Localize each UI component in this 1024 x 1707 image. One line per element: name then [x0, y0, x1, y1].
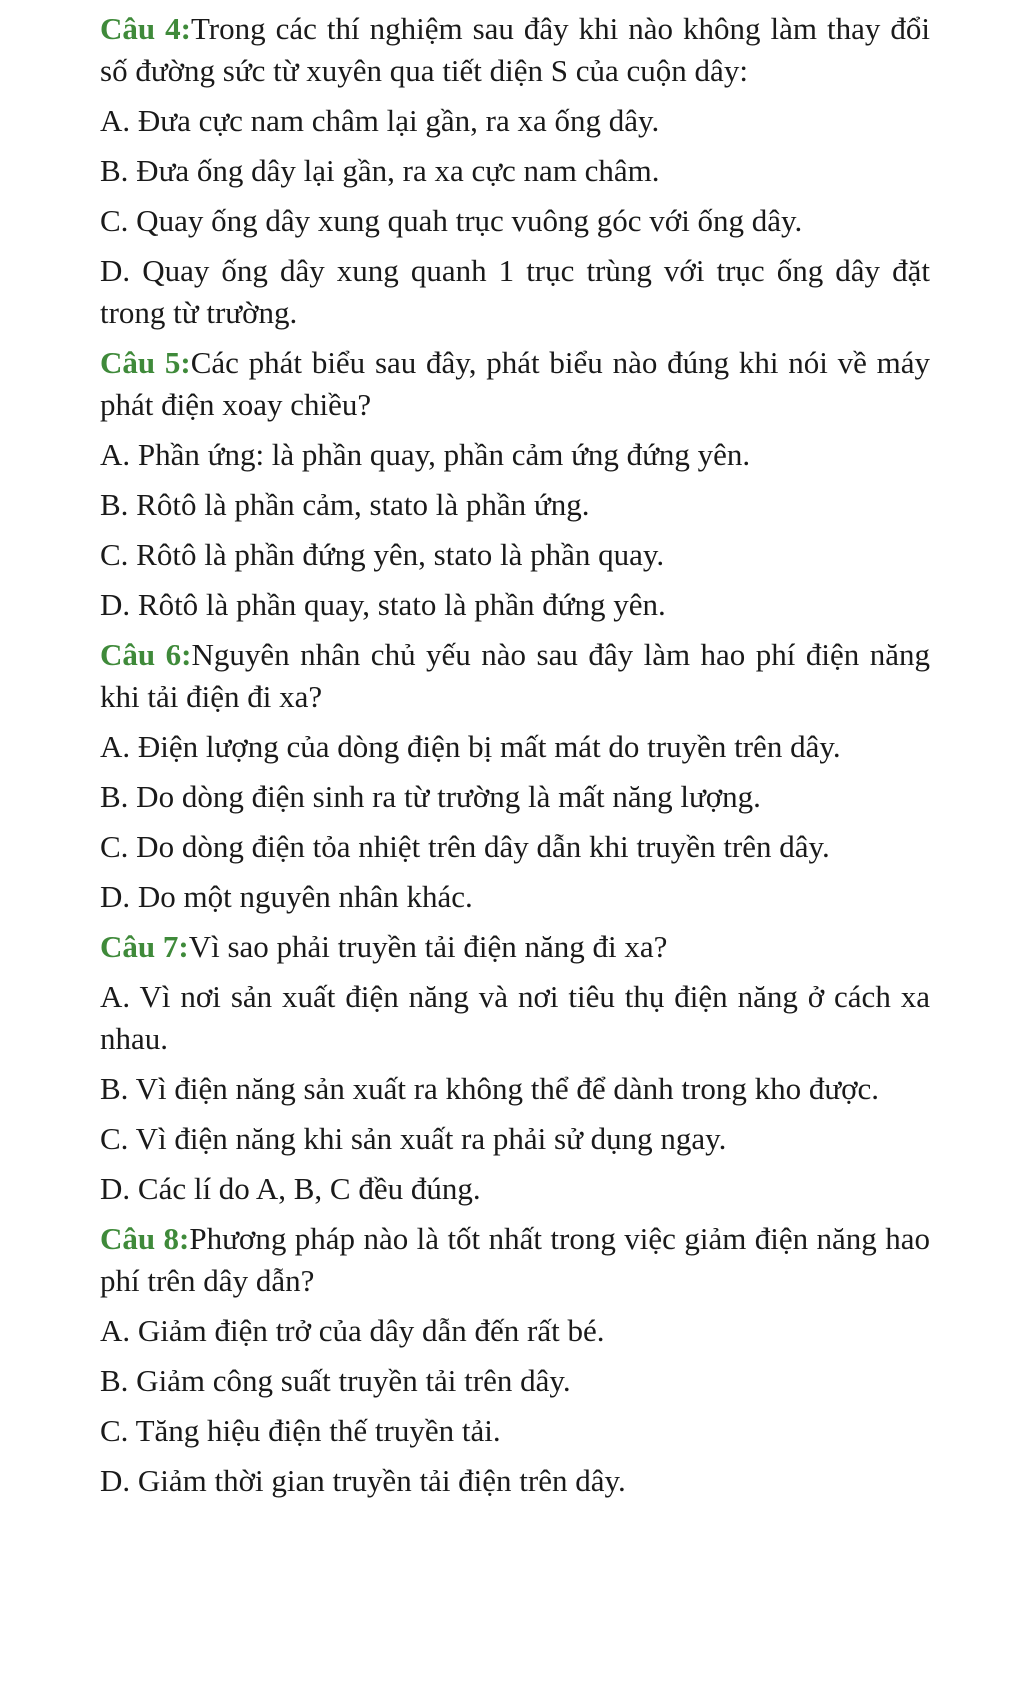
question-stem	[100, 1218, 930, 1302]
question-text: Trong các thí nghiệm sau đây khi nào không làm thay đổi số đường sức từ xuyên qua tiết diện S của cuộn dây:	[100, 11, 930, 88]
answer-option-a: A. Vì nơi sản xuất điện năng và nơi tiêu thụ điện năng ở cách xa nhau.	[100, 979, 930, 1056]
answer-option-c: C. Vì điện năng khi sản xuất ra phải sử dụng ngay.	[100, 1121, 727, 1156]
question-stem	[100, 634, 930, 718]
question-4	[100, 8, 930, 334]
answer-option-c: C. Quay ống dây xung quah trục vuông góc với ống dây.	[100, 203, 803, 238]
answer-option-b: B. Giảm công suất truyền tải trên dây.	[100, 1363, 571, 1398]
answer-option-b: B. Vì điện năng sản xuất ra không thể để dành trong kho được.	[100, 1071, 880, 1106]
question-text: Các phát biểu sau đây, phát biểu nào đúng khi nói về máy phát điện xoay chiều?	[100, 345, 930, 422]
answer-option-d: D. Rôtô là phần quay, stato là phần đứng yên.	[100, 587, 666, 622]
question-text: Nguyên nhân chủ yếu nào sau đây làm hao phí điện năng khi tải điện đi xa?	[100, 637, 930, 714]
answer-option-b: B. Rôtô là phần cảm, stato là phần ứng.	[100, 487, 590, 522]
answer-option-b: B. Do dòng điện sinh ra từ trường là mất năng lượng.	[100, 779, 761, 814]
answer-option-d: D. Do một nguyên nhân khác.	[100, 879, 473, 914]
answer-option-c: C. Tăng hiệu điện thế truyền tải.	[100, 1413, 501, 1448]
quiz-page	[100, 8, 930, 1510]
answer-option-d: D. Quay ống dây xung quanh 1 trục trùng với trục ống dây đặt trong từ trường.	[100, 253, 930, 330]
answer-option-d: D. Các lí do A, B, C đều đúng.	[100, 1171, 481, 1206]
question-6	[100, 634, 930, 918]
question-text: Vì sao phải truyền tải điện năng đi xa?	[188, 929, 668, 964]
question-8	[100, 1218, 930, 1502]
question-text: Phương pháp nào là tốt nhất trong việc giảm điện năng hao phí trên dây dẫn?	[100, 1221, 930, 1298]
answer-option-a: A. Giảm điện trở của dây dẫn đến rất bé.	[100, 1313, 605, 1348]
question-stem	[100, 342, 930, 426]
question-7	[100, 926, 930, 1210]
answer-option-a: A. Đưa cực nam châm lại gần, ra xa ống dây.	[100, 103, 660, 138]
question-number: Câu 8:	[100, 1221, 190, 1256]
question-number: Câu 7:	[100, 929, 189, 964]
answer-option-c: C. Do dòng điện tỏa nhiệt trên dây dẫn khi truyền trên dây.	[100, 829, 830, 864]
answer-option-a: A. Điện lượng của dòng điện bị mất mát do truyền trên dây.	[100, 729, 841, 764]
question-stem	[100, 8, 930, 92]
question-number: Câu 6:	[100, 637, 192, 672]
answer-option-a: A. Phần ứng: là phần quay, phần cảm ứng đứng yên.	[100, 437, 751, 472]
question-number: Câu 5:	[100, 345, 191, 380]
answer-option-b: B. Đưa ống dây lại gần, ra xa cực nam châm.	[100, 153, 660, 188]
question-5	[100, 342, 930, 626]
answer-option-d: D. Giảm thời gian truyền tải điện trên dây.	[100, 1463, 626, 1498]
question-stem	[100, 926, 930, 968]
answer-option-c: C. Rôtô là phần đứng yên, stato là phần quay.	[100, 537, 665, 572]
question-number: Câu 4:	[100, 11, 191, 46]
